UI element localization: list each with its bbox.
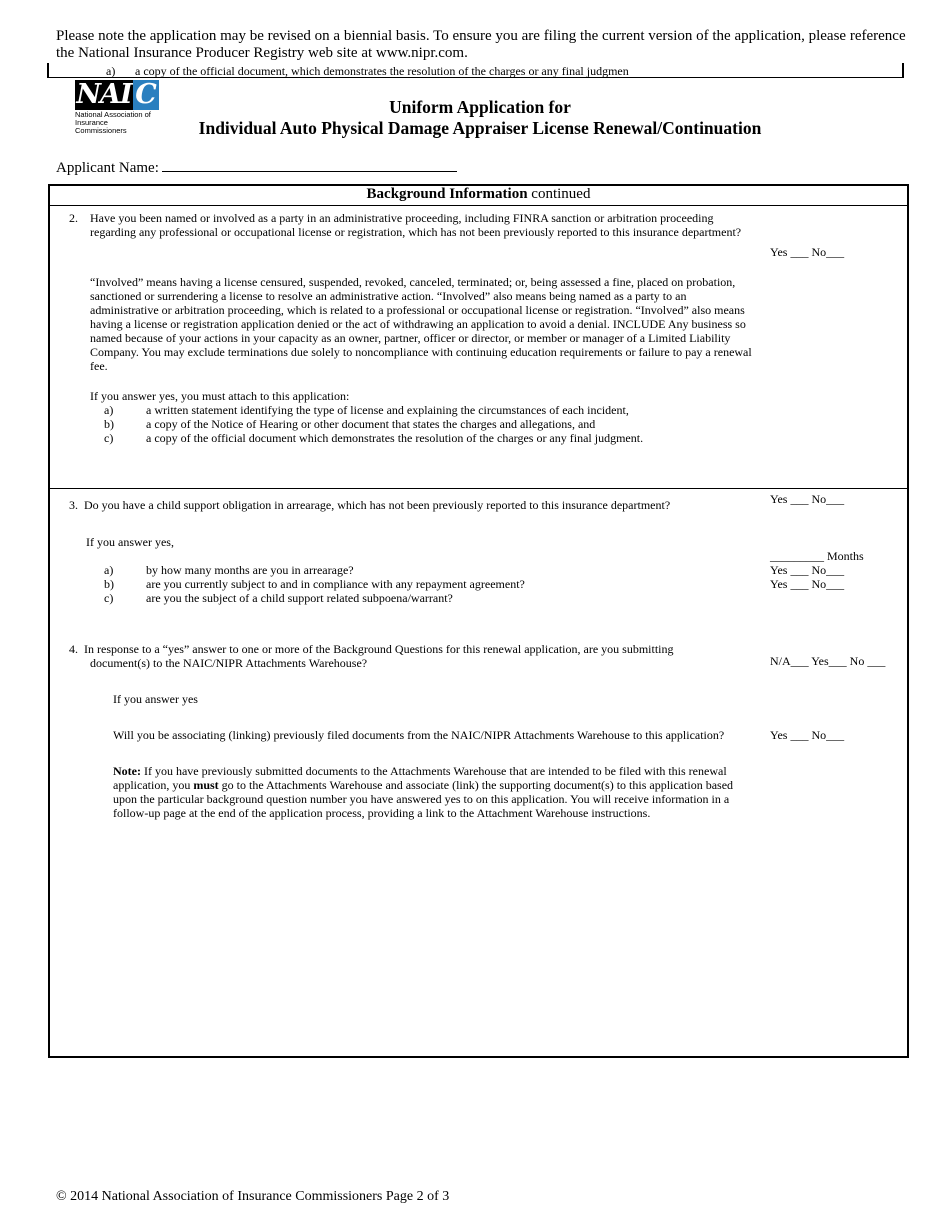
- strip-item-text: a copy of the official document, which demonstrates the resolution of the charges or any final judgmen: [135, 64, 629, 78]
- list-item-text: a copy of the Notice of Hearing or other document that states the charges and allegations, and: [146, 417, 596, 431]
- q4-question: [69, 642, 674, 656]
- naic-logo-mark: [75, 80, 159, 110]
- note-part1: If you have previously submitted documents to the Attachments Warehouse that are intended to be filed with this renewal application, you: [113, 764, 727, 792]
- strip-item-label: a): [106, 64, 116, 78]
- section-header-rest: continued: [527, 186, 591, 202]
- q2-number: 2.: [69, 211, 78, 225]
- list-item: [104, 577, 525, 591]
- q4-note: [113, 764, 758, 820]
- q3-b-answer[interactable]: Yes ___ No___: [770, 563, 845, 577]
- q4-number: 4.: [69, 642, 78, 656]
- q3-question: [69, 498, 670, 512]
- question-separator: [50, 488, 907, 489]
- note-part2: go to the Attachments Warehouse and associate (link) the supporting document(s) to this application based upon the particular background question number you have answered yes to on this application. You will receive information in a follow-up page at the end of the application process, providing a link to the Attachment Warehouse instructions.: [113, 778, 734, 820]
- logo-line1: National Association of: [75, 110, 151, 119]
- section-header-bold: Background Information: [366, 186, 528, 202]
- logo-subtitle: [75, 111, 161, 135]
- list-item-text: by how many months are you in arrearage?: [146, 563, 354, 577]
- applicant-name-field[interactable]: [56, 157, 457, 177]
- form-title: [150, 97, 810, 139]
- q4-text-line1: In response to a “yes” answer to one or more of the Background Questions for this renewal application, are you submitting: [84, 642, 674, 656]
- q3-list: [104, 563, 525, 605]
- logo-mark-left: NAI: [76, 79, 132, 110]
- logo-mark-right: C: [133, 80, 159, 110]
- q4-linking-answer[interactable]: Yes ___ No___: [770, 728, 845, 742]
- list-item: [104, 403, 643, 417]
- q3-number: 3.: [69, 498, 78, 512]
- list-item-label: b): [104, 417, 114, 431]
- q2-text: Have you been named or involved as a party in an administrative proceeding, including FINRA sanction or arbitration proceeding regarding any professional or occupational license or registration, which has not been previously reported to this insurance department?: [90, 211, 742, 239]
- list-item-label: c): [104, 591, 114, 605]
- title-line2: Individual Auto Physical Damage Appraiser License Renewal/Continuation: [198, 118, 762, 138]
- section-header-divider: [50, 205, 907, 206]
- naic-logo: [75, 80, 161, 135]
- applicant-name-label: Applicant Name:: [56, 160, 159, 176]
- q2-definition: “Involved” means having a license censured, suspended, revoked, canceled, terminated; or, being assessed a fine, placed on probation, sanctioned or surrendering a license to resolve an administrative action. “Involved” also means being named as a party to an administrative or arbitration proceeding, which is related to a professional or occupational license or registration. “Involved” also means having a license or registration application denied or the act of withdrawing an application to avoid a denial. INCLUDE Any business so named because of your actions in your capacity as an owner, partner, officer or director, or member or manager of a Limited Liability Company. You may exclude terminations due solely to noncompliance with continuing education requirements or failure to pay a renewal fee.: [90, 275, 752, 373]
- previous-page-strip-text: [106, 64, 629, 78]
- section-header: [50, 186, 907, 203]
- q4-answer[interactable]: N/A___ Yes___ No ___: [770, 654, 886, 668]
- q3-sub-answers[interactable]: [770, 563, 844, 591]
- q2-attach-intro: If you answer yes, you must attach to this application:: [90, 389, 350, 403]
- list-item: [104, 591, 525, 605]
- page-footer: © 2014 National Association of Insurance Commissioners Page 2 of 3: [56, 1189, 450, 1204]
- list-item-label: a): [104, 563, 114, 577]
- list-item: [104, 417, 643, 431]
- q3-c-answer[interactable]: Yes ___ No___: [770, 577, 845, 591]
- q3-answer[interactable]: Yes ___ No___: [770, 492, 845, 506]
- list-item-label: c): [104, 431, 114, 445]
- q4-linking-question: Will you be associating (linking) previously filed documents from the NAIC/NIPR Attachments Warehouse to this application?: [113, 728, 725, 742]
- q2-attach-list: [104, 403, 643, 445]
- list-item-label: b): [104, 577, 114, 591]
- applicant-name-line[interactable]: [162, 157, 457, 172]
- list-item-label: a): [104, 403, 114, 417]
- logo-line2: Insurance Commissioners: [75, 118, 127, 135]
- q3-text: Do you have a child support obligation in arrearage, which has not been previously reported to this insurance department?: [84, 498, 671, 512]
- list-item: [104, 431, 643, 445]
- note-label: Note:: [113, 764, 141, 778]
- q3-months-answer[interactable]: _________ Months: [770, 549, 864, 563]
- list-item-text: are you the subject of a child support related subpoena/warrant?: [146, 591, 453, 605]
- q4-text-line2: document(s) to the NAIC/NIPR Attachments Warehouse?: [90, 656, 368, 670]
- q4-if-yes: If you answer yes: [113, 692, 198, 706]
- note-must: must: [193, 778, 219, 792]
- list-item-text: are you currently subject to and in compliance with any repayment agreement?: [146, 577, 525, 591]
- title-line1: Uniform Application for: [389, 97, 571, 117]
- revision-notice: Please note the application may be revised on a biennial basis. To ensure you are filing the current version of the application, please reference the National Insurance Producer Registry web site at www.nipr.com.: [56, 28, 906, 61]
- list-item-text: a copy of the official document which demonstrates the resolution of the charges or any final judgment.: [146, 431, 644, 445]
- list-item-text: a written statement identifying the type of license and explaining the circumstances of each incident,: [146, 403, 629, 417]
- q2-answer[interactable]: Yes ___ No___: [770, 245, 845, 259]
- q3-if-yes: If you answer yes,: [86, 535, 174, 549]
- list-item: [104, 563, 525, 577]
